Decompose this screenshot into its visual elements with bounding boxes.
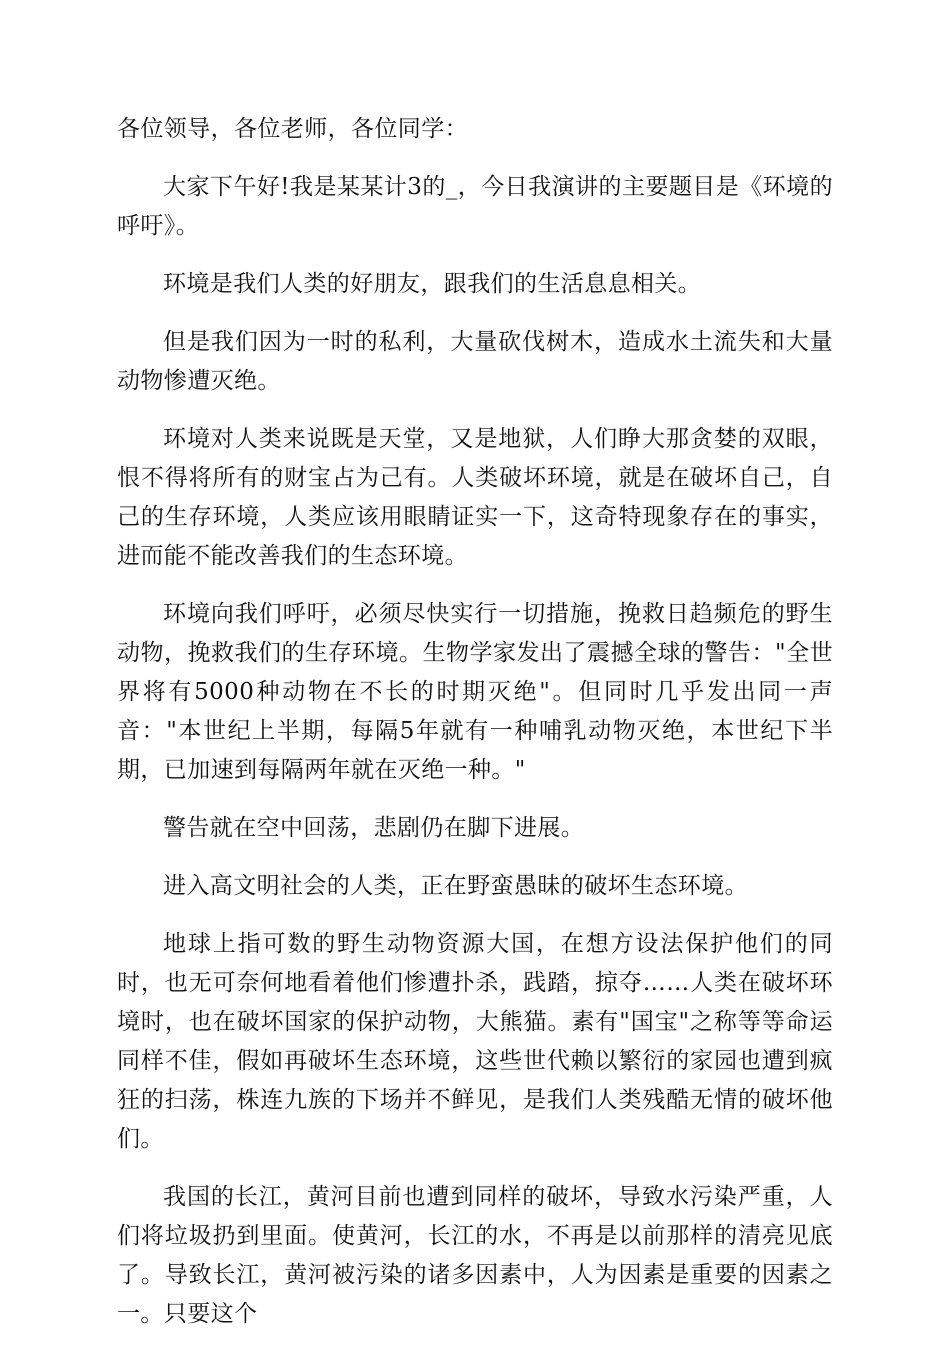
paragraph-deforestation: 但是我们因为一时的私利，大量砍伐树木，造成水土流失和大量动物惨遭灭绝。 (117, 329, 833, 394)
paragraph-greeting: 大家下午好!我是某某计3的_，今日我演讲的主要题目是《环境的呼吁》。 (117, 174, 833, 239)
paragraph-wildlife: 地球上指可数的野生动物资源大国，在想方设法保护他们的同时，也无可奈何地看着他们惨遭扑杀，践踏，掠夺……人类在破坏环境时，也在破坏国家的保护动物，大熊猫。素有"国宝"之称等等命运同样不佳，假如再破坏生态环境，这些世代赖以繁衍的家园也遭到疯狂的扫荡，株连九族的下场并不鲜见，是我们人类残酷无情的破坏他们。 (117, 931, 833, 1152)
paragraph-environment-friend: 环境是我们人类的好朋友，跟我们的生活息息相关。 (163, 271, 702, 297)
paragraph-call-to-action: 环境向我们呼吁，必须尽快实行一切措施，挽救日趋频危的野生动物，挽救我们的生存环境。生物学家发出了震撼全球的警告："全世界将有5000种动物在不长的时期灭绝"。但同时几乎发出同一声音："本世纪上半期，每隔5年就有一种哺乳动物灭绝，本世纪下半期，已加速到每隔两年就在灭绝一种。" (117, 601, 833, 783)
paragraph-warning: 警告就在空中回荡，悲剧仍在脚下进展。 (163, 815, 585, 841)
paragraph-heaven-hell: 环境对人类来说既是天堂，又是地狱，人们睁大那贪婪的双眼，恨不得将所有的财宝占为己有。人类破坏环境，就是在破坏自己，自己的生存环境，人类应该用眼睛证实一下，这奇特现象存在的事实，进而能不能改善我们的生态环境。 (117, 426, 833, 569)
salutation: 各位领导，各位老师，各位同学： (117, 116, 468, 142)
document-body (117, 110, 833, 1353)
paragraph-rivers: 我国的长江，黄河目前也遭到同样的破坏，导致水污染严重，人们将垃圾扔到里面。使黄河，长江的水，不再是以前那样的清亮见底了。导致长江，黄河被污染的诸多因素中，人为因素是重要的因素之一。只要这个 (117, 1184, 833, 1327)
paragraph-civilization: 进入高文明社会的人类，正在野蛮愚昧的破坏生态环境。 (163, 873, 748, 899)
